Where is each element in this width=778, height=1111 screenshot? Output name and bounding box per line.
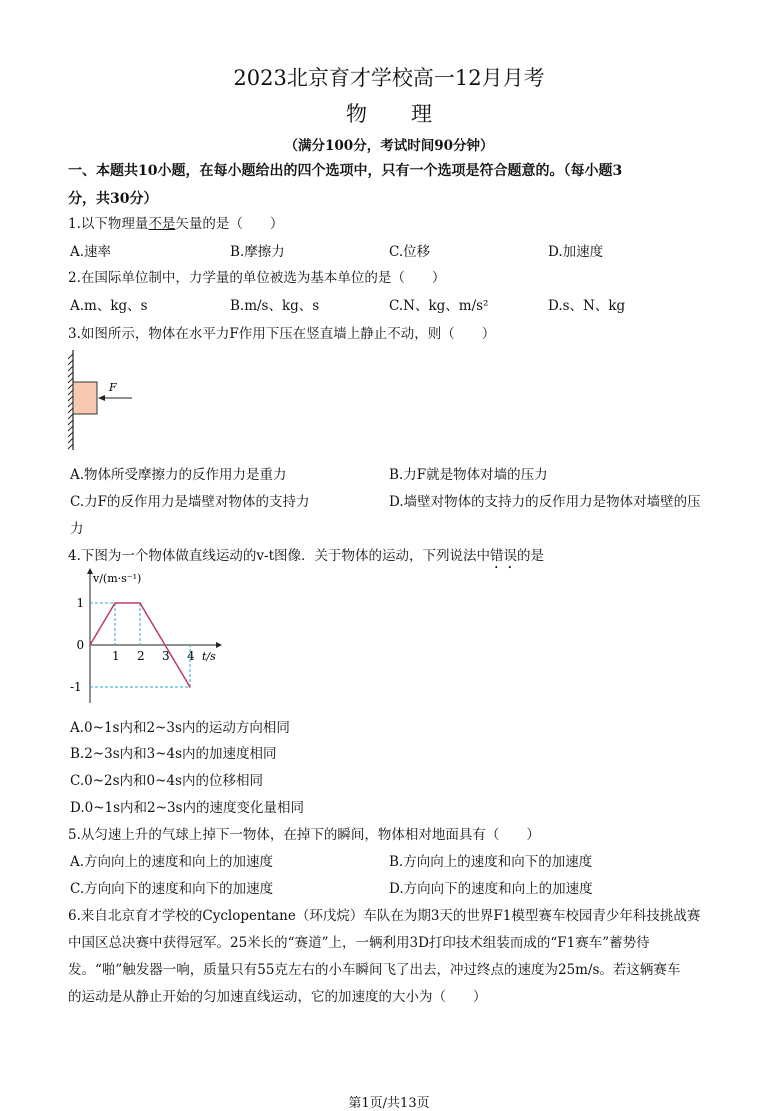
q2-option-c: C.N、kg、m/s² [389, 298, 489, 314]
q3-option-d-continued: 力 [70, 521, 84, 537]
x-axis-label: t/s [202, 650, 216, 663]
q4-stem-post: 的是 [517, 548, 544, 564]
force-label: F [109, 381, 117, 394]
y-tick-label: 1 [76, 596, 85, 610]
q3-option-a: A.物体所受摩擦力的反作用力是重力 [70, 467, 287, 483]
page-footer: 第1页/共13页 [348, 1096, 430, 1111]
data-point [114, 602, 116, 604]
question-6-line2: 中国区总决赛中获得冠军。25米长的“赛道”上，一辆利用3D打印技术组装而成的“F1赛车”蓄势待 [68, 935, 650, 951]
q1-option-a: A.速率 [70, 244, 112, 260]
y-axis-label: v/(m·s⁻¹) [93, 572, 142, 585]
x-tick-label: 4 [187, 649, 195, 663]
data-point [139, 602, 141, 604]
question-6-line4: 的运动是从静止开始的匀加速直线运动，它的加速度的大小为（ ） [68, 989, 487, 1005]
q5-option-a: A.方向向上的速度和向上的加速度 [70, 854, 274, 870]
data-point [164, 644, 166, 646]
q5-option-c: C.方向向下的速度和向下的加速度 [70, 881, 274, 897]
subject-title: 物理 [346, 102, 476, 126]
q2-option-b: B.m/s、kg、s [230, 298, 320, 314]
q5-option-b: B.方向向上的速度和向下的加速度 [389, 854, 593, 870]
q4-option-a: A.0~1s内和2~3s内的运动方向相同 [70, 720, 290, 736]
wall-hatching [68, 354, 73, 449]
y-tick-label: -1 [70, 680, 82, 694]
q4-option-d: D.0~1s内和2~3s内的速度变化量相同 [70, 800, 304, 816]
data-point [189, 686, 191, 688]
question-5-stem: 5.从匀速上升的气球上掉下一物体，在掉下的瞬间，物体相对地面具有（ ） [68, 827, 540, 843]
x-tick-label: 3 [162, 649, 170, 663]
question-1-stem [68, 212, 283, 232]
q2-option-d: D.s、N、kg [548, 298, 626, 314]
x-axis-arrow [216, 642, 222, 648]
question-2-stem: 2.在国际单位制中，力学量的单位被选为基本单位的是（ ） [68, 270, 446, 286]
q3-option-d: D.墙壁对物体的支持力的反作用力是物体对墙壁的压 [389, 494, 701, 510]
q1-stem-pre: 1.以下物理量 [68, 216, 149, 232]
q1-stem-post: 矢量的是（ ） [175, 216, 284, 232]
x-tick-label: 2 [137, 649, 145, 663]
x-tick-label: 1 [112, 649, 120, 663]
q4-option-b: B.2~3s内和3~4s内的加速度相同 [70, 746, 277, 762]
y-tick-label: 0 [76, 638, 85, 652]
question-6-line3: 发。“啪”触发器一响，质量只有55克左右的小车瞬间飞了出去，冲过终点的速度为25m/s。若这辆赛车 [68, 962, 681, 978]
question-6-line1: 6.来自北京育才学校的Cyclopentane（环戊烷）车队在为期3天的世界F1模型赛车校园青少年科技挑战赛 [68, 908, 701, 924]
section-heading-line1: 一、本题共10小题，在每小题给出的四个选项中，只有一个选项是符合题意的。（每小题3 [68, 163, 623, 179]
q2-option-a: A.m、kg、s [70, 298, 148, 314]
vt-graph [68, 566, 238, 706]
q4-stem-pre: 4.下图为一个物体做直线运动的v-t图像．关于物体的运动，下列说法中 [68, 548, 490, 564]
q1-stem-emphasis: 不是 [148, 216, 176, 232]
exam-title: 2023北京育才学校高一12月月考 [233, 66, 545, 90]
exam-note: （满分100分，考试时间90分钟） [284, 138, 494, 154]
q4-stem-emphasis: 错误 [490, 548, 517, 564]
section-heading-line2: 分，共30分） [68, 191, 158, 207]
q5-option-d: D.方向向下的速度和向上的加速度 [389, 881, 593, 897]
wall-block-figure [66, 348, 146, 453]
q3-option-b: B.力F就是物体对墙的压力 [389, 467, 548, 483]
q1-option-c: C.位移 [389, 244, 431, 260]
block [73, 382, 97, 414]
q4-option-c: C.0~2s内和0~4s内的位移相同 [70, 773, 263, 789]
q1-option-b: B.摩擦力 [230, 244, 285, 260]
q1-option-d: D.加速度 [548, 244, 604, 260]
data-point [89, 644, 91, 646]
q3-option-c: C.力F的反作用力是墙壁对物体的支持力 [70, 494, 310, 510]
force-arrow-head [98, 395, 105, 401]
question-3-stem: 3.如图所示，物体在水平力F作用下压在竖直墙上静止不动，则（ ） [68, 326, 496, 342]
